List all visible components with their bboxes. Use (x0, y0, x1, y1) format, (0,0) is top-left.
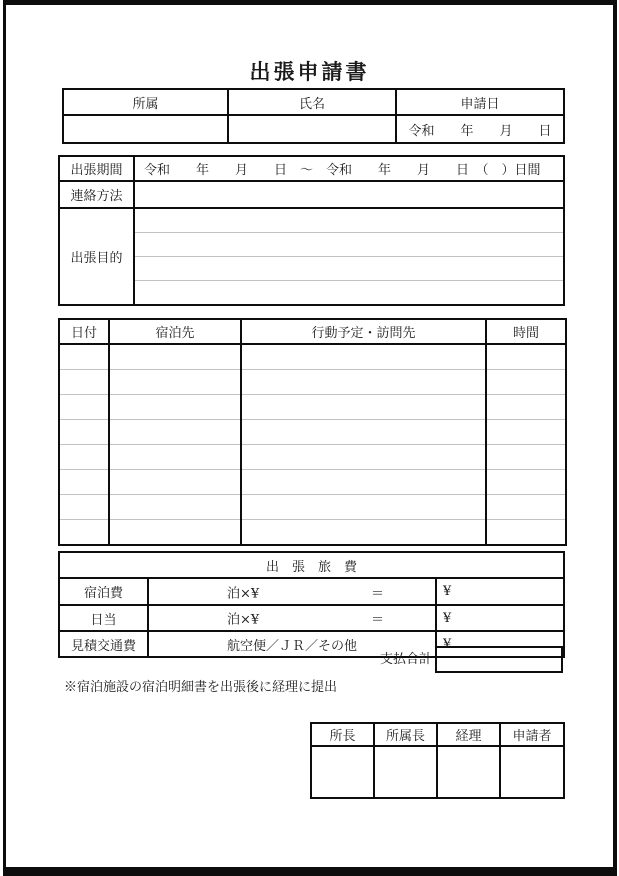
purpose-ruled-line[interactable] (135, 209, 563, 233)
purpose-ruled-line[interactable] (135, 233, 563, 257)
approval-stamp-cell-dept-head[interactable] (374, 746, 437, 798)
trip-period-row (59, 156, 564, 181)
contact-method-input-cell[interactable] (134, 181, 564, 208)
itinerary-empty-cell[interactable] (59, 420, 109, 445)
itinerary-empty-row (59, 520, 566, 546)
itinerary-empty-cell[interactable] (241, 470, 486, 495)
itinerary-body (59, 344, 566, 545)
itinerary-empty-cell[interactable] (109, 420, 241, 445)
itinerary-empty-cell[interactable] (59, 520, 109, 546)
expenses-title-row (59, 552, 564, 578)
trip-period-input-cell[interactable]: 令和 年 月 日 〜 令和 年 月 日 （ ）日間 (134, 156, 564, 181)
form-title: 出張申請書 (249, 59, 370, 84)
applicant-value-row (63, 115, 564, 143)
lodging-fee-row (59, 578, 564, 605)
daily-allowance-row (59, 605, 564, 631)
itinerary-empty-cell[interactable] (59, 495, 109, 520)
itinerary-empty-cell[interactable] (486, 370, 566, 395)
itinerary-empty-row (59, 370, 566, 395)
itinerary-empty-cell[interactable] (109, 370, 241, 395)
daily-allowance-equals: ＝ (371, 612, 385, 628)
payment-total-input-cell[interactable] (435, 646, 563, 673)
contact-method-label: 連絡方法 (59, 181, 134, 208)
approval-accounting-header: 経理 (437, 723, 500, 746)
expenses-table (58, 551, 565, 658)
transport-cost-amount-cell[interactable]: ¥ (436, 631, 564, 657)
application-date-label: 申請日 (396, 89, 564, 115)
itinerary-empty-cell[interactable] (109, 495, 241, 520)
purpose-ruled-line[interactable] (135, 281, 563, 304)
itinerary-empty-row (59, 395, 566, 420)
itinerary-empty-cell[interactable] (486, 344, 566, 370)
lodging-fee-amount-cell[interactable]: ¥ (436, 578, 564, 605)
itinerary-empty-row (59, 344, 566, 370)
purpose-ruled-line[interactable] (135, 257, 563, 281)
dept-label: 所属 (63, 89, 228, 115)
itinerary-empty-cell[interactable] (486, 395, 566, 420)
itinerary-table (58, 318, 567, 546)
itinerary-empty-cell[interactable] (59, 344, 109, 370)
itinerary-empty-cell[interactable] (241, 344, 486, 370)
itinerary-empty-cell[interactable] (109, 470, 241, 495)
itinerary-lodging-header: 宿泊先 (109, 319, 241, 344)
approval-stamp-cell-accounting[interactable] (437, 746, 500, 798)
lodging-fee-formula-cell[interactable] (148, 578, 436, 605)
itinerary-schedule-header: 行動予定・訪問先 (241, 319, 486, 344)
itinerary-empty-cell[interactable] (59, 395, 109, 420)
itinerary-header-row (59, 319, 566, 344)
itinerary-empty-row (59, 495, 566, 520)
itinerary-empty-cell[interactable] (59, 445, 109, 470)
transport-cost-label: 見積交通費 (59, 631, 148, 657)
itinerary-empty-cell[interactable] (241, 395, 486, 420)
itinerary-empty-cell[interactable] (241, 495, 486, 520)
approval-stamp-cell-director[interactable] (311, 746, 374, 798)
itinerary-empty-cell[interactable] (486, 420, 566, 445)
approval-stamp-row (311, 746, 564, 798)
daily-allowance-amount-cell[interactable]: ¥ (436, 605, 564, 631)
itinerary-empty-cell[interactable] (486, 520, 566, 546)
approval-table (310, 722, 565, 799)
transport-cost-options[interactable]: 航空便／ＪＲ／その他 (148, 631, 436, 657)
contact-method-row (59, 181, 564, 208)
approval-applicant-header: 申請者 (500, 723, 564, 746)
itinerary-empty-cell[interactable] (109, 445, 241, 470)
trip-period-label: 出張期間 (59, 156, 134, 181)
dept-input-cell[interactable] (63, 115, 228, 143)
daily-allowance-formula-cell[interactable] (148, 605, 436, 631)
itinerary-empty-row (59, 445, 566, 470)
itinerary-empty-cell[interactable] (241, 445, 486, 470)
itinerary-empty-cell[interactable] (109, 395, 241, 420)
applicant-header-row (63, 89, 564, 115)
itinerary-empty-cell[interactable] (241, 520, 486, 546)
application-date-input-cell[interactable]: 令和 年 月 日 (396, 115, 564, 143)
itinerary-empty-cell[interactable] (241, 420, 486, 445)
trip-purpose-ruled-area (135, 209, 563, 304)
itinerary-time-header: 時間 (486, 319, 566, 344)
approval-dept-head-header: 所属長 (374, 723, 437, 746)
itinerary-empty-row (59, 420, 566, 445)
approval-stamp-cell-applicant[interactable] (500, 746, 564, 798)
itinerary-empty-cell[interactable] (486, 495, 566, 520)
approval-director-header: 所長 (311, 723, 374, 746)
itinerary-empty-cell[interactable] (486, 445, 566, 470)
daily-allowance-label: 日当 (59, 605, 148, 631)
itinerary-empty-cell[interactable] (241, 370, 486, 395)
approval-header-row (311, 723, 564, 746)
name-input-cell[interactable] (228, 115, 396, 143)
itinerary-empty-cell[interactable] (59, 370, 109, 395)
payment-total-row (58, 646, 563, 673)
payment-total-label: 支払合計 (379, 652, 432, 667)
trip-info-table (58, 155, 565, 306)
lodging-fee-equals: ＝ (371, 586, 385, 601)
itinerary-empty-cell[interactable] (109, 520, 241, 546)
lodging-fee-label: 宿泊費 (59, 578, 148, 605)
applicant-table (62, 88, 565, 144)
itinerary-empty-cell[interactable] (59, 470, 109, 495)
expenses-title: 出 張 旅 費 (59, 552, 564, 578)
itinerary-empty-cell[interactable] (486, 470, 566, 495)
daily-allowance-formula: 泊×¥ (227, 612, 260, 628)
itinerary-empty-cell[interactable] (109, 344, 241, 370)
trip-purpose-label: 出張目的 (59, 208, 134, 305)
trip-purpose-input-cell[interactable] (134, 208, 564, 305)
name-label: 氏名 (228, 89, 396, 115)
itinerary-date-header: 日付 (59, 319, 109, 344)
itinerary-empty-row (59, 470, 566, 495)
receipt-note: ※宿泊施設の宿泊明細書を出張後に経理に提出 (64, 680, 338, 695)
trip-purpose-row (59, 208, 564, 305)
lodging-fee-formula: 泊×¥ (227, 586, 260, 601)
